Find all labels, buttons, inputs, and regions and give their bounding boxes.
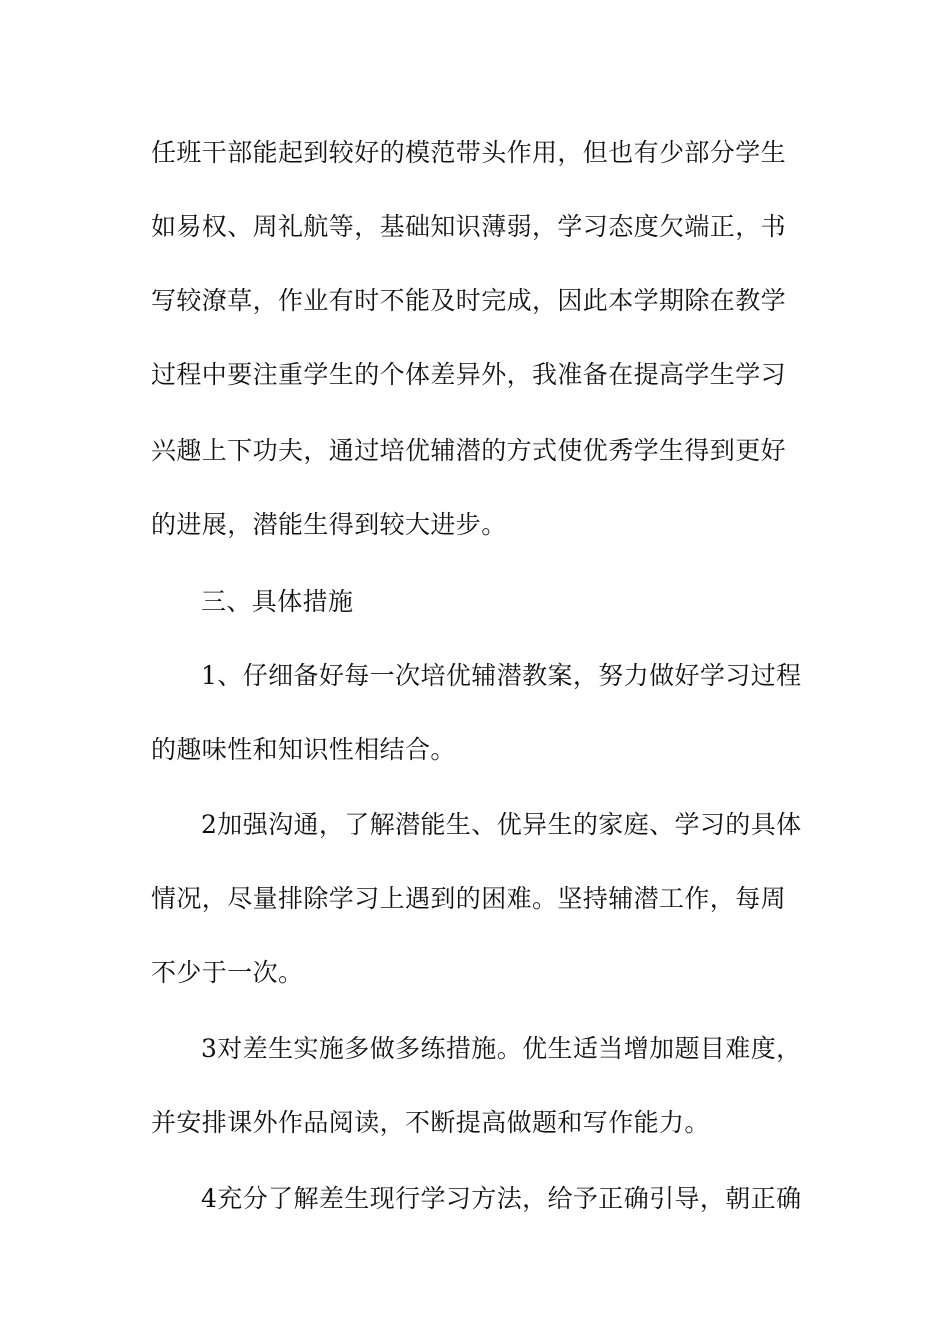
paragraph-line: 任班干部能起到较好的模范带头作用，但也有少部分学生: [151, 138, 787, 167]
paragraph-line: 兴趣上下功夫，通过培优辅潜的方式使优秀学生得到更好: [151, 436, 787, 465]
paragraph-line: 不少于一次。: [151, 958, 304, 987]
section-heading: 三、具体措施: [201, 587, 354, 616]
paragraph-line: 写较潦草，作业有时不能及时完成，因此本学期除在教学: [151, 286, 787, 315]
paragraph-line: 的进展，潜能生得到较大进步。: [151, 510, 507, 539]
paragraph-line: 并安排课外作品阅读，不断提高做题和写作能力。: [151, 1108, 710, 1137]
paragraph-line: 情况，尽量排除学习上遇到的困难。坚持辅潜工作，每周: [151, 884, 787, 913]
paragraph-line: 过程中要注重学生的个体差异外，我准备在提高学生学习: [151, 360, 787, 389]
measure-item-1: 1、仔细备好每一次培优辅潜教案，努力做好学习过程: [201, 661, 802, 690]
measure-item-3: 3对差生实施多做多练措施。优生适当增加题目难度，: [201, 1034, 802, 1063]
measure-item-2: 2加强沟通，了解潜能生、优异生的家庭、学习的具体: [201, 810, 802, 839]
paragraph-line: 的趣味性和知识性相结合。: [151, 735, 456, 764]
paragraph-line: 如易权、周礼航等，基础知识薄弱，学习态度欠端正，书: [151, 212, 787, 241]
measure-item-4: 4充分了解差生现行学习方法，给予正确引导，朝正确: [201, 1184, 802, 1213]
